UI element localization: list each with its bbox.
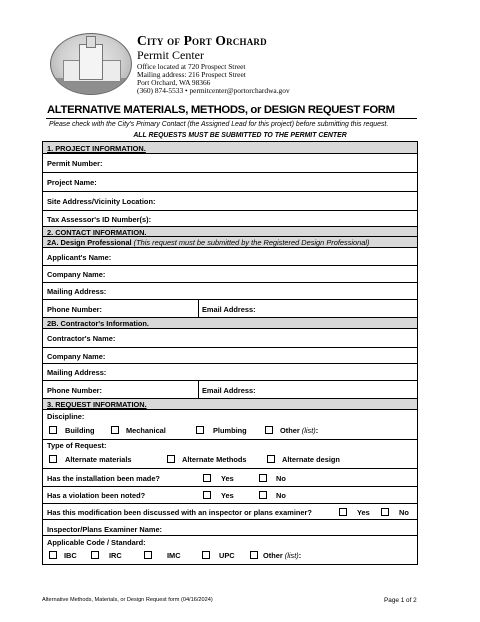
- mechanical-checkbox[interactable]: [111, 426, 119, 434]
- city-hall-seal: [50, 33, 132, 95]
- email-address-field[interactable]: Email Address:: [202, 305, 256, 314]
- building-checkbox[interactable]: [49, 426, 57, 434]
- address-line: Mailing address: 216 Prospect Street: [137, 70, 246, 79]
- imc-checkbox[interactable]: [144, 551, 152, 559]
- phone-number-field[interactable]: Phone Number:: [47, 305, 103, 314]
- section-2b-header: 2B. Contractor's Information.: [43, 318, 417, 329]
- address-line: Office located at 720 Prospect Street: [137, 62, 246, 71]
- city-name: City of Port Orchard: [137, 33, 267, 48]
- permit-number-field[interactable]: Permit Number:: [43, 154, 417, 173]
- discussed-row: Has this modification been discussed with an inspector or plans examiner? Yes No: [43, 504, 417, 520]
- company-name-field[interactable]: Company Name:: [43, 266, 417, 283]
- applicable-code-row: Applicable Code / Standard: IBC IRC IMC UPC Other (list):: [47, 538, 302, 560]
- inspector-name-field[interactable]: Inspector/Plans Examiner Name:: [43, 520, 417, 536]
- project-name-field[interactable]: Project Name:: [43, 173, 417, 192]
- other-discipline-checkbox[interactable]: [265, 426, 273, 434]
- violation-no-checkbox[interactable]: [259, 491, 267, 499]
- section-2-header: 2. CONTACT INFORMATION.: [43, 227, 417, 237]
- contractor-email-field[interactable]: Email Address:: [202, 386, 256, 395]
- department-name: Permit Center: [137, 48, 204, 62]
- installation-yes-checkbox[interactable]: [203, 474, 211, 482]
- address-line: (360) 874-5533 • permitcenter@portorchardwa.gov: [137, 86, 290, 95]
- mailing-address-field[interactable]: Mailing Address:: [43, 283, 417, 300]
- other-code-checkbox[interactable]: [250, 551, 258, 559]
- violation-yes-checkbox[interactable]: [203, 491, 211, 499]
- applicant-name-field[interactable]: Applicant's Name:: [43, 248, 417, 266]
- alternate-materials-checkbox[interactable]: [49, 455, 57, 463]
- discussed-no-checkbox[interactable]: [381, 508, 389, 516]
- installation-made-row: Has the installation been made? Yes No: [43, 469, 417, 487]
- instruction-note: Please check with the City's Primary Contact (the Assigned Lead for this project) before submitting this request.: [49, 121, 389, 128]
- ibc-checkbox[interactable]: [49, 551, 57, 559]
- address-line: Port Orchard, WA 98366: [137, 78, 211, 87]
- form-title: ALTERNATIVE MATERIALS, METHODS, or DESIGN REQUEST FORM: [47, 104, 395, 116]
- discussed-yes-checkbox[interactable]: [339, 508, 347, 516]
- section-3-header: 3. REQUEST INFORMATION.: [43, 399, 417, 410]
- footer-form-name: Alternative Methods, Materials, or Design Request form (04/16/2024): [42, 597, 213, 603]
- contractor-company-field[interactable]: Company Name:: [43, 348, 417, 364]
- title-rule: [46, 118, 417, 119]
- phone-email-row: [43, 300, 417, 318]
- contractor-phone-email-row: [43, 381, 417, 399]
- discipline-row: Discipline: Building Mechanical Plumbing Other (list):: [43, 410, 417, 440]
- alternate-design-checkbox[interactable]: [267, 455, 275, 463]
- type-of-request-row: Type of Request: Alternate materials Alternate Methods Alternate design: [43, 440, 417, 469]
- site-address-field[interactable]: Site Address/Vicinity Location:: [43, 192, 417, 211]
- violation-noted-row: Has a violation been noted? Yes No: [43, 487, 417, 504]
- section-1-header: 1. PROJECT INFORMATION.: [43, 142, 417, 154]
- section-2a-header: 2A. Design Professional (This request must be submitted by the Registered Design Professional): [43, 237, 417, 248]
- contractor-mailing-field[interactable]: Mailing Address:: [43, 364, 417, 381]
- page-number: Page 1 of 2: [384, 597, 417, 604]
- alternate-methods-checkbox[interactable]: [167, 455, 175, 463]
- contractor-name-field[interactable]: Contractor's Name:: [43, 329, 417, 348]
- installation-no-checkbox[interactable]: [259, 474, 267, 482]
- tax-assessor-id-field[interactable]: Tax Assessor's ID Number(s):: [43, 211, 417, 227]
- contractor-phone-field[interactable]: Phone Number:: [47, 386, 103, 395]
- irc-checkbox[interactable]: [91, 551, 99, 559]
- upc-checkbox[interactable]: [202, 551, 210, 559]
- request-form: [42, 141, 418, 565]
- plumbing-checkbox[interactable]: [196, 426, 204, 434]
- submission-note: ALL REQUESTS MUST BE SUBMITTED TO THE PERMIT CENTER: [133, 132, 347, 139]
